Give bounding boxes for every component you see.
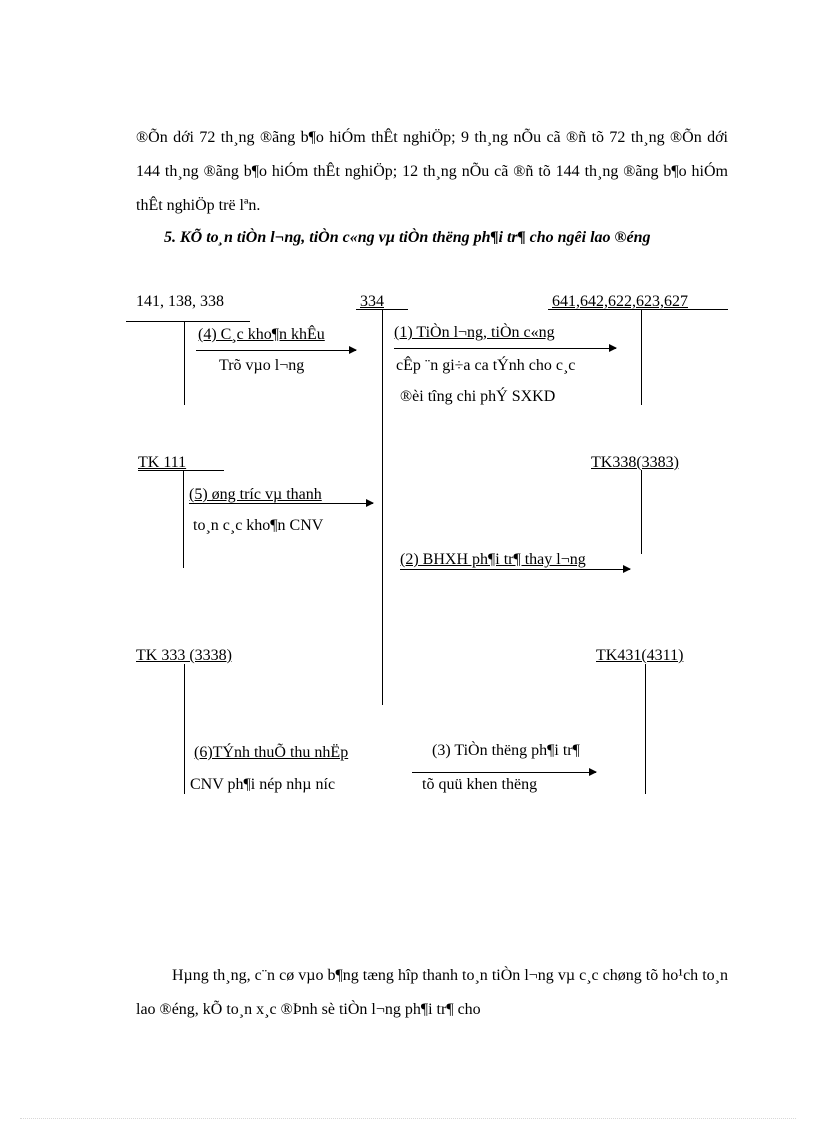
entry-6-line-1: (6)TÝnh thuÕ thu nhËp: [194, 744, 349, 761]
account-334-stem: [382, 309, 383, 705]
account-338-3383: TK338(3383): [591, 454, 679, 471]
account-333-stem: [184, 664, 185, 794]
intro-paragraph: ®Õn dới 72 th¸ng ®ãng b¶o hiÓm thÊt nghiÖp; 9 th¸ng nÕu cã ®ñ tõ 72 th¸ng ®Õn dới 144 th¸ng ®ãng b¶o hiÓm thÊt nghiÖp; 12 th¸ng nÕu cã ®ñ tõ 144 th¸ng ®ãng b¶o hiÓm thÊt nghiÖp trë lªn.: [136, 129, 728, 214]
entry-1-line-3: ®èi tîng chi phÝ SXKD: [400, 388, 556, 405]
account-431-stem: [645, 664, 646, 794]
entry-6-line-2: CNV ph¶i nép nhµ níc: [190, 776, 336, 793]
entry-1-arrow: [394, 348, 616, 349]
entry-1-line-2: cÊp ¨n gi÷a ca tÝnh cho c¸c: [396, 357, 576, 374]
entry-4-arrow: [196, 350, 356, 351]
entry-4-line-1: (4) C¸c kho¶n khÊu: [198, 326, 325, 343]
closing-paragraph: Hµng th¸ng, c¨n cø vµo b¶ng tæng hîp thanh to¸n tiÒn l¬ng vµ c¸c chøng tõ ho¹ch to¸n lao ®éng, kÕ to¸n x¸c ®Þnh sè tiÒn l¬ng ph¶i tr¶ cho: [136, 967, 728, 1018]
account-334: 334: [360, 293, 384, 310]
entry-1-line-1: (1) TiÒn l¬ng, tiÒn c«ng: [394, 324, 555, 341]
entry-5-arrow: [189, 503, 373, 504]
entry-5-line-2: to¸n c¸c kho¶n CNV: [193, 517, 324, 534]
entry-3-line-2: tõ quü khen thëng: [422, 776, 538, 793]
account-111-stem: [183, 470, 184, 568]
account-431-4311: TK431(4311): [596, 647, 684, 664]
entry-2-line-1: (2) BHXH ph¶i tr¶ thay l¬ng: [400, 551, 586, 568]
page-footer-divider: [20, 1118, 796, 1119]
section-heading: 5. KÕ to¸n tiÒn l¬ng, tiÒn c«ng vµ tiÒn thëng ph¶i tr¶ cho ngêi lao ®éng: [164, 229, 651, 246]
entry-3-arrow: [412, 772, 596, 773]
entry-5-line-1: (5) øng tríc vµ thanh: [189, 486, 322, 503]
account-111-rule: [138, 470, 224, 471]
account-141-rule: [126, 321, 250, 322]
account-641-stem: [641, 309, 642, 405]
account-338-stem: [641, 470, 642, 554]
account-111: TK 111: [138, 454, 187, 471]
entry-2-arrow: [400, 569, 630, 570]
account-141-138-338: 141, 138, 338: [136, 293, 224, 310]
account-333-3338: TK 333 (3338): [136, 647, 232, 664]
entry-4-line-2: Trõ vµo l¬ng: [219, 357, 305, 374]
entry-3-line-1: (3) TiÒn thëng ph¶i tr¶: [432, 742, 580, 759]
account-641-rule: [548, 309, 728, 310]
account-141-stem: [184, 321, 185, 405]
account-641-642-622-623-627: 641,642,622,623,627: [552, 293, 688, 310]
